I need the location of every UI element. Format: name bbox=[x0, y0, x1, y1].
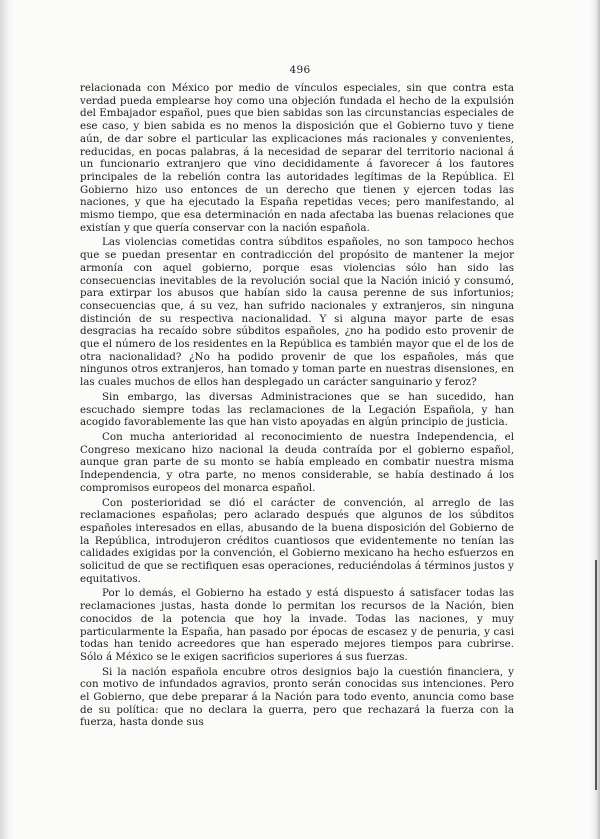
body-text bbox=[80, 82, 514, 729]
paragraph-6: Por lo demás, el Gobierno ha estado y está dispuesto á satisfacer todas las reclamaciones justas, hasta donde lo permitan los recursos de la Nación, bien conocidos de la potencia que hoy la invade. Todas las naciones, y muy particularmente la España, han pasado por épocas de escasez y de penuria, y casi todas han tenido acreedores que han esperado mejores tiempos para cubrirse. Sólo á México se le exigen sacrificios superiores á sus fuerzas. bbox=[80, 587, 514, 663]
scan-shadow-left bbox=[0, 0, 14, 839]
paragraph-2: Las violencias cometidas contra súbditos españoles, no son tampoco hechos que se puedan presentar en contradicción del propósito de mantener la mejor armonía con aquel gobierno, porque esas violencias sólo han sido las consecuencias inevitables de la revolución social que la Nación inició y consumó, para extirpar los abusos que habían sido la causa perenne de sus infortunios; consecuencias que, á su vez, han sufrido nacionales y extranjeros, sin ninguna distinción de su respectiva nacionalidad. Y si alguna mayor parte de esas desgracias ha recaído sobre súbditos españoles, ¿no ha podido esto provenir de que el número de los residentes en la República es también mayor que el de los de otra nacionalidad? ¿No ha podido provenir de que los españoles, más que ningunos otros extranjeros, han tomado y toman parte en nuestras disensiones, en las cuales muchos de ellos han desplegado un carácter sanguinario y feroz? bbox=[80, 236, 514, 389]
page-number: 496 bbox=[289, 64, 311, 76]
paragraph-3: Sin embargo, las diversas Administraciones que se han sucedido, han escuchado siempre todas las reclamaciones de la Legación Española, y han acogido favorablemente las que han visto apoyadas en algún principio de justicia. bbox=[80, 390, 514, 429]
paragraph-1: relacionada con México por medio de vínculos especiales, sin que contra esta verdad pueda emplearse hoy como una objeción fundada el hecho de la expulsión del Embajador español, pues que bien sabidas son las circunstancias especiales de ese caso, y bien sabida es no menos la disposición que el Gobierno tuvo y tiene aún, de dar sobre el particular las explicaciones más racionales y convenientes, reducidas, en pocas palabras, á la necesidad de separar del territorio nacional á un funcionario extranjero que vino decididamente á favorecer á los fautores principales de la rebelión contra las autoridades legítimas de la República. El Gobierno hizo uso entonces de un derecho que tienen y ejercen todas las naciones, y que ha ejecutado la España repetidas veces; pero manifestando, al mismo tiempo, que esa determinación en nada afectaba las buenas relaciones que existían y que quería conservar con la nación española. bbox=[80, 82, 514, 234]
paragraph-7: Si la nación española encubre otros designios bajo la cuestión financiera, y con motivo de infundados agravios, pronto serán conocidas sus intenciones. Pero el Gobierno, que debe preparar á la Nación para todo evento, anuncia como base de su política: que no declara la guerra, pero que rechazará la fuerza con la fuerza, hasta donde sus bbox=[80, 665, 514, 729]
paragraph-4: Con mucha anterioridad al reconocimiento de nuestra Independencia, el Congreso mexicano hizo nacional la deuda contraída por el gobierno español, aunque gran parte de su monto se había empleado en combatir nuestra misma Independencia, y otra parte, no menos considerable, se había destinado á los compromisos europeos del monarca español. bbox=[80, 430, 514, 494]
scan-edge-mark bbox=[595, 560, 597, 790]
paragraph-5: Con posterioridad se dió el carácter de convención, al arreglo de las reclamaciones españolas; pero aclarado después que algunos de los súbditos españoles interesados en ellas, abusando de la buena disposición del Gobierno de la República, introdujeron créditos cuantiosos que evidentemente no tenían las calidades exigidas por la convención, el Gobierno mexicano ha hecho esfuerzos en solicitud de que se rectifiquen esas operaciones, reduciéndolas á términos justos y equitativos. bbox=[80, 496, 514, 585]
